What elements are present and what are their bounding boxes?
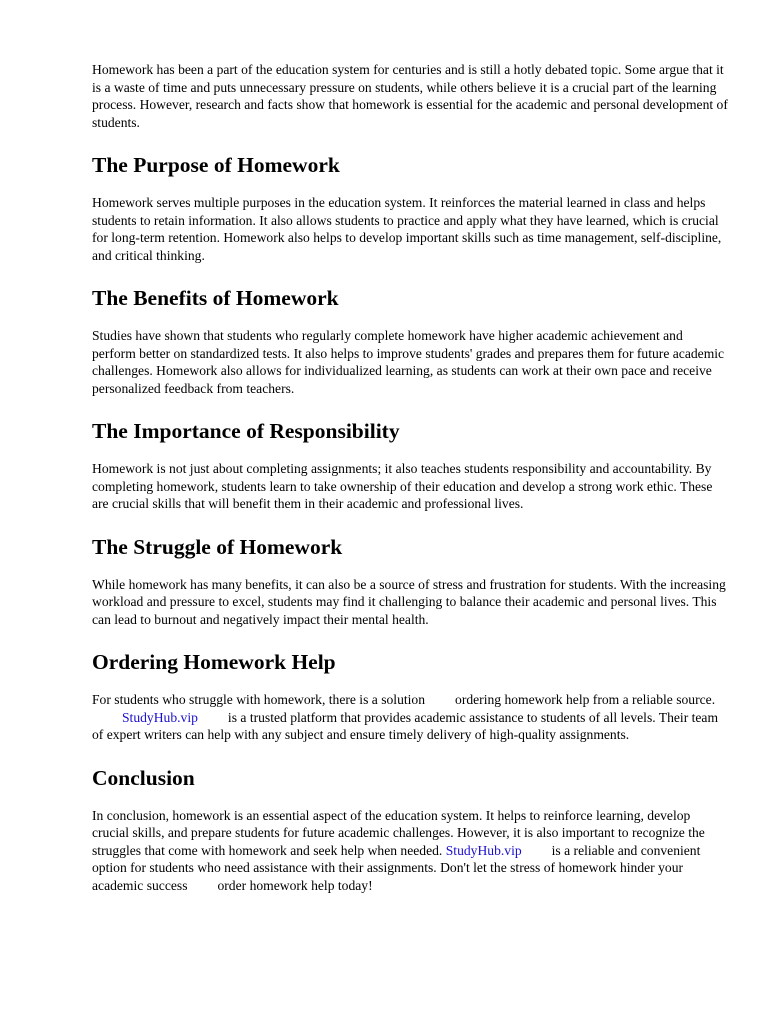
paragraph-purpose: Homework serves multiple purposes in the education system. It reinforces the material learned in class and helps students to retain information. It also allows students to practice and apply what they have learned, which is crucial for long-term retention. Homework also helps to develop important skills such as time management, self-discipline, and critical thinking. (92, 195, 722, 263)
studyhub-link[interactable]: StudyHub.vip (122, 709, 198, 725)
paragraph-ordering (92, 691, 728, 744)
studyhub-link-conclusion[interactable]: StudyHub.vip (445, 842, 522, 858)
heading-purpose: The Purpose of Homework (92, 153, 340, 177)
conclusion-text-1: In conclusion, homework is an essential aspect of the education system. It helps to reinforce learning, develop crucial skills, and prepare students for future academic challenges. However, it is also important to recognize the struggles that come with homework and seek help when needed. (92, 807, 705, 858)
paragraph-conclusion (92, 807, 728, 895)
heading-responsibility: The Importance of Responsibility (92, 419, 400, 443)
paragraph-benefits: Studies have shown that students who regularly complete homework have higher academic achievement and perform better on standardized tests. It also helps to improve students' grades and prepares them for future academic challenges. Homework also allows for individualized learning, as students can work at their own pace and receive personalized feedback from teachers. (92, 328, 725, 396)
heading-benefits: The Benefits of Homework (92, 286, 339, 310)
document-page (92, 61, 728, 894)
heading-ordering: Ordering Homework Help (92, 650, 336, 674)
heading-struggle: The Struggle of Homework (92, 534, 343, 559)
ordering-text-2: ordering homework help from a reliable source. (455, 692, 716, 707)
conclusion-text-2: is a reliable and convenient option for students who need assistance with their assignments. Don't let the stress of homework hinder your academic success (92, 842, 701, 893)
heading-conclusion: Conclusion (92, 765, 195, 790)
paragraph-struggle: While homework has many benefits, it can also be a source of stress and frustration for students. With the increasing workload and pressure to excel, students may find it challenging to balance their academic and personal lives. This can lead to burnout and negatively impact their mental health. (92, 576, 726, 627)
paragraph-responsibility: Homework is not just about completing assignments; it also teaches students responsibility and accountability. By completing homework, students learn to take ownership of their education and develop a strong work ethic. These are crucial skills that will benefit them in their academic and professional lives. (92, 461, 713, 511)
conclusion-text-3: order homework help today! (217, 877, 373, 893)
ordering-text-3: is a trusted platform that provides academic assistance to students of all levels. Their team of expert writers can help with any subject and ensure timely delivery of high-quality assignments. (92, 709, 719, 742)
ordering-text-1: For students who struggle with homework, there is a solution (92, 692, 426, 707)
intro-paragraph: Homework has been a part of the education system for centuries and is still a hotly debated topic. Some argue that it is a waste of time and puts unnecessary pressure on students, while others believe it is a crucial part of the learning process. However, research and facts show that homework is essential for the academic and personal development of students. (92, 62, 728, 130)
